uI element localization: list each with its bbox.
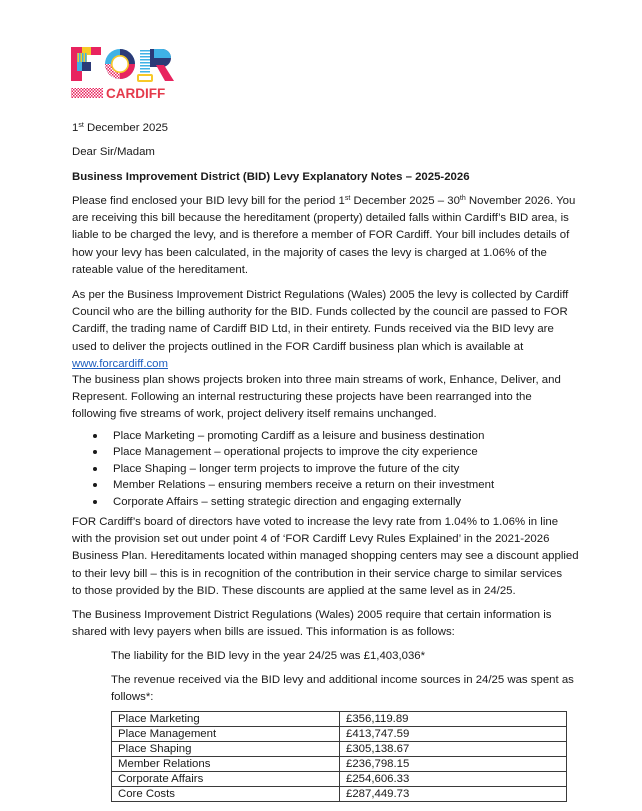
para3-line1: The business plan shows projects broken into three main streams of work, Enhance, Deliver, and xyxy=(72,374,561,386)
list-item-text: Member Relations – ensuring members receive a return on their investment xyxy=(113,479,495,492)
bullet-icon xyxy=(93,450,97,454)
revenue-line1: The revenue received via the BID levy and additional income sources in 24/25 was spent as xyxy=(111,674,574,686)
para1-sup-th: th xyxy=(459,195,466,202)
paragraph-information xyxy=(72,607,602,641)
table-row xyxy=(112,727,567,742)
list-item-text: Corporate Affairs – setting strategic direction and engaging externally xyxy=(113,495,462,508)
spend-label: Place Shaping xyxy=(112,742,340,757)
para4-line5: to those provided by the BID. These discounts are applied at the same level as in 24/25. xyxy=(72,584,516,597)
list-item-text: Place Marketing – promoting Cardiff as a leisure and business destination xyxy=(113,430,485,442)
paragraph-bill-intro xyxy=(72,193,602,279)
para1-line2: are receiving this bill because the hereditament (property) detailed falls within Cardiff’s BID area, is xyxy=(72,212,569,225)
para4-line2: with the provision set out under point 4 of ‘FOR Cardiff Levy Rules Explained’ in the 2021-2026 xyxy=(72,533,550,546)
spend-label: Corporate Affairs xyxy=(112,772,340,787)
para3-line2: Represent. Following an internal restructuring these projects have been rearranged into the xyxy=(72,391,532,404)
para1-text-c: November 2026. You xyxy=(465,195,576,207)
table-row xyxy=(112,772,567,787)
para1-text-b: December 2025 – 30 xyxy=(350,195,460,207)
list-item xyxy=(90,444,494,460)
bullet-icon xyxy=(93,467,97,471)
spend-table xyxy=(111,711,567,802)
para1-line4: how your levy has been calculated, in the majority of cases the levy is charged at 1.06% of the xyxy=(72,246,547,259)
para2-line3: Cardiff, the trading name of Cardiff BID Ltd, in their entirety. Funds received via the BID levy are xyxy=(72,323,554,336)
spend-label: Core Costs xyxy=(112,787,340,802)
para4-line1: FOR Cardiff’s board of directors have voted to increase the levy rate from 1.04% to 1.06% in line xyxy=(72,516,559,528)
bullet-icon xyxy=(93,483,97,487)
spend-amount: £413,747.59 xyxy=(340,727,567,742)
list-item xyxy=(90,477,494,493)
logo-cardiff-text: CARDIFF xyxy=(106,86,166,100)
list-item-text: Place Management – operational projects to improve the city experience xyxy=(113,446,478,459)
revenue-line2: follows*: xyxy=(111,691,154,704)
spend-amount: £356,119.89 xyxy=(340,712,567,727)
spend-label: Place Marketing xyxy=(112,712,340,727)
document-title: Business Improvement District (BID) Levy Explanatory Notes – 2025-2026 xyxy=(72,171,470,183)
spend-amount: £254,606.33 xyxy=(340,772,567,787)
forcardiff-website-link[interactable]: www.forcardiff.com xyxy=(72,357,169,370)
date-suffix: st xyxy=(78,122,84,129)
letter-date xyxy=(72,121,168,136)
para1-text-a: Please find enclosed your BID levy bill for the period 1 xyxy=(72,195,345,207)
para1-line1 xyxy=(72,193,602,210)
paragraph-regulations xyxy=(72,287,602,373)
revenue-statement xyxy=(111,672,641,706)
paragraph-business-plan xyxy=(72,372,602,424)
para1-line5: rateable value of the hereditament. xyxy=(72,263,249,276)
para2-line4: used to deliver the projects outlined in the FOR Cardiff business plan which is available at xyxy=(72,340,524,353)
bullet-icon xyxy=(93,500,97,504)
date-rest: December 2025 xyxy=(83,122,169,134)
table-row xyxy=(112,712,567,727)
spend-amount: £287,449.73 xyxy=(340,787,567,802)
work-streams-list xyxy=(90,428,494,510)
para1-line3: liable to be charged the levy, and is therefore a member of FOR Cardiff. Your bill includes details of xyxy=(72,229,570,242)
spend-label: Place Management xyxy=(112,727,340,742)
list-item xyxy=(90,494,494,510)
para3-line3: following five streams of work, project delivery itself remains unchanged. xyxy=(72,408,437,421)
para5-line2: shared with levy payers when bills are issued. This information is as follows: xyxy=(72,626,455,639)
para4-line4: to their levy bill – this is in recognition of the contribution in their service charge to similar services xyxy=(72,567,563,580)
list-item-text: Place Shaping – longer term projects to improve the future of the city xyxy=(113,462,460,475)
spend-amount: £305,138.67 xyxy=(340,742,567,757)
spend-amount: £236,798.15 xyxy=(340,757,567,772)
date-day: 1 xyxy=(72,122,79,134)
salutation: Dear Sir/Madam xyxy=(72,146,155,158)
table-row xyxy=(112,742,567,757)
para4-line3: Business Plan. Hereditaments located within managed shopping centers may see a discount applied xyxy=(72,550,579,563)
list-item xyxy=(90,428,494,444)
para2-line1: As per the Business Improvement District Regulations (Wales) 2005 the levy is collected by Cardiff xyxy=(72,289,569,301)
para5-line1: The Business Improvement District Regulations (Wales) 2005 require that certain information is xyxy=(72,609,552,621)
para1-sup-st: st xyxy=(344,195,351,202)
for-cardiff-logo-icon xyxy=(70,44,178,100)
bullet-icon xyxy=(93,434,97,438)
list-item xyxy=(90,461,494,477)
paragraph-levy-rate xyxy=(72,514,602,600)
para2-line2: Council who are the billing authority for the BID. Funds collected by the council are passed to FOR xyxy=(72,306,568,319)
for-cardiff-logo xyxy=(70,44,178,100)
table-row xyxy=(112,757,567,772)
spend-label: Member Relations xyxy=(112,757,340,772)
liability-statement: The liability for the BID levy in the year 24/25 was £1,403,036* xyxy=(111,650,426,662)
table-row xyxy=(112,787,567,802)
